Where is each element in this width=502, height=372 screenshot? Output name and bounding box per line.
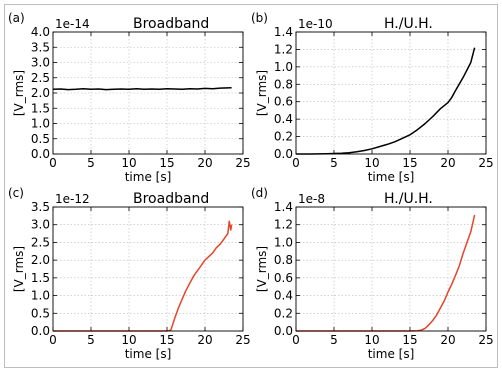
y-offset-multiplier: 1e-10 (298, 17, 333, 31)
x-tick-label: 15 (159, 156, 175, 170)
y-tick-label: 3.5 (30, 40, 50, 55)
y-tick-label: 0.2 (273, 306, 293, 321)
y-tick-label: 2.0 (30, 86, 50, 100)
chart-panel-4 (251, 186, 494, 361)
plot-frame (53, 207, 243, 331)
y-offset-multiplier: 1e-8 (298, 192, 325, 206)
y-tick-label: 0.0 (273, 324, 293, 338)
y-tick-label: 1.4 (273, 25, 293, 39)
x-tick-label: 15 (402, 333, 418, 347)
x-tick-label: 10 (364, 156, 380, 170)
x-tick-label: 5 (87, 156, 95, 170)
y-tick-label: 3.5 (30, 200, 50, 214)
x-tick-label: 25 (235, 156, 251, 170)
y-tick-label: 4.0 (30, 25, 50, 39)
y-tick-label: 1.0 (30, 116, 50, 131)
y-tick-label: 1.2 (273, 217, 293, 232)
y-tick-label: 0.6 (273, 270, 293, 285)
y-tick-label: 3.0 (30, 55, 50, 70)
y-tick-label: 0.2 (273, 129, 293, 144)
chart-panel-1 (8, 11, 251, 184)
x-tick-label: 15 (159, 333, 175, 347)
y-tick-label: 0.0 (30, 147, 50, 161)
x-tick-label: 0 (292, 333, 300, 347)
y-tick-label: 1.5 (30, 101, 50, 116)
x-tick-label: 5 (87, 333, 95, 347)
y-axis-label: [V_rms] (255, 245, 269, 293)
panel-label: (a) (8, 11, 25, 25)
y-tick-label: 0.4 (273, 112, 293, 127)
chart-title: H./U.H. (384, 191, 433, 207)
y-offset-multiplier: 1e-12 (55, 192, 90, 206)
x-tick-label: 20 (197, 156, 213, 170)
y-tick-label: 2.0 (30, 253, 50, 268)
y-offset-multiplier: 1e-14 (55, 17, 90, 31)
x-tick-label: 20 (197, 333, 213, 347)
y-tick-label: 0.6 (273, 94, 293, 109)
y-tick-label: 1.0 (273, 235, 293, 250)
x-tick-label: 0 (49, 333, 57, 347)
y-tick-label: 0.5 (30, 306, 50, 321)
plot-frame (296, 32, 486, 154)
x-tick-label: 20 (440, 333, 456, 347)
x-tick-label: 25 (235, 333, 251, 347)
y-tick-label: 1.0 (273, 59, 293, 74)
y-tick-label: 1.2 (273, 42, 293, 57)
y-tick-label: 0.4 (273, 288, 293, 303)
x-tick-label: 5 (330, 333, 338, 347)
x-tick-label: 25 (478, 156, 494, 170)
y-tick-label: 2.5 (30, 70, 50, 85)
x-tick-label: 20 (440, 156, 456, 170)
x-tick-label: 15 (402, 156, 418, 170)
panel-label: (c) (8, 186, 24, 200)
y-tick-label: 0.8 (273, 253, 293, 268)
y-tick-label: 3.0 (30, 217, 50, 232)
y-tick-label: 1.5 (30, 270, 50, 285)
y-tick-label: 1.0 (30, 288, 50, 303)
x-axis-label: time [s] (124, 170, 172, 184)
y-tick-label: 1.4 (273, 200, 293, 214)
chart-title: Broadband (133, 16, 210, 32)
x-tick-label: 0 (49, 156, 57, 170)
x-tick-label: 25 (478, 333, 494, 347)
y-tick-label: 0.0 (273, 147, 293, 161)
y-tick-label: 0.5 (30, 131, 50, 146)
chart-title: H./U.H. (384, 16, 433, 32)
x-tick-label: 0 (292, 156, 300, 170)
panel-label: (b) (251, 11, 268, 25)
panel-label: (d) (251, 186, 268, 200)
chart-title: Broadband (133, 191, 210, 207)
chart-panel-3 (8, 186, 251, 361)
y-tick-label: 2.5 (30, 235, 50, 250)
x-tick-label: 5 (330, 156, 338, 170)
y-axis-label: [V_rms] (12, 245, 26, 293)
x-tick-label: 10 (121, 333, 137, 347)
y-axis-label: [V_rms] (255, 69, 269, 117)
y-axis-label: [V_rms] (12, 69, 26, 117)
y-tick-label: 0.8 (273, 77, 293, 92)
x-axis-label: time [s] (367, 170, 415, 184)
x-axis-label: time [s] (124, 347, 172, 361)
y-tick-label: 0.0 (30, 324, 50, 338)
chart-panel-2 (251, 11, 494, 184)
x-axis-label: time [s] (367, 347, 415, 361)
x-tick-label: 10 (121, 156, 137, 170)
series-line (53, 221, 232, 331)
x-tick-label: 10 (364, 333, 380, 347)
